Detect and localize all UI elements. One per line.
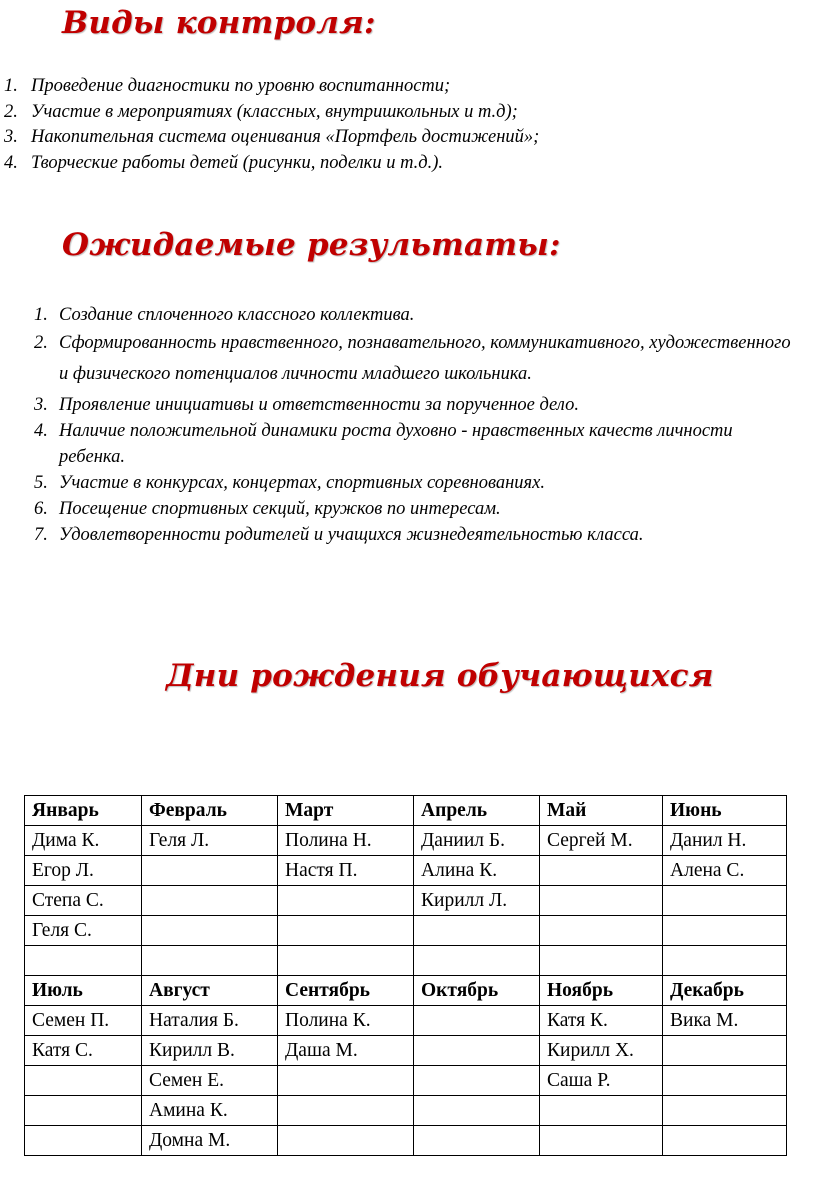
name-cell <box>540 946 663 976</box>
name-cell: Геля С. <box>25 916 142 946</box>
list-item <box>4 125 794 151</box>
list-item <box>34 496 794 522</box>
item-text: Творческие работы детей (рисунки, поделки и т.д.). <box>31 152 444 173</box>
list-item <box>4 100 794 126</box>
table-row <box>25 886 787 916</box>
name-cell: Наталия Б. <box>142 1006 278 1036</box>
name-cell <box>414 1036 540 1066</box>
name-cell <box>278 1126 414 1156</box>
birthdays-table <box>24 795 787 1156</box>
name-cell <box>25 946 142 976</box>
name-cell: Егор Л. <box>25 856 142 886</box>
name-cell: Саша Р. <box>540 1066 663 1096</box>
item-text: Участие в мероприятиях (классных, внутришкольных и т.д); <box>31 101 518 122</box>
list-item <box>34 522 794 548</box>
name-cell: Данил Н. <box>663 826 787 856</box>
item-text: Удовлетворенности родителей и учащихся жизнедеятельностью класса. <box>59 525 644 545</box>
list-item <box>34 470 794 496</box>
name-cell <box>540 1126 663 1156</box>
item-number: 7. <box>34 525 48 545</box>
month-header-cell: Март <box>278 796 414 826</box>
name-cell <box>540 856 663 886</box>
name-cell <box>278 946 414 976</box>
item-number: 2. <box>4 101 18 122</box>
name-cell <box>663 1126 787 1156</box>
name-cell <box>414 946 540 976</box>
list-item <box>4 74 794 100</box>
name-cell: Настя П. <box>278 856 414 886</box>
month-header-cell: Июль <box>25 976 142 1006</box>
month-header-cell: Октябрь <box>414 976 540 1006</box>
table-row <box>25 856 787 886</box>
name-cell <box>414 1126 540 1156</box>
name-cell <box>142 856 278 886</box>
month-header-cell: Август <box>142 976 278 1006</box>
name-cell <box>663 1066 787 1096</box>
name-cell <box>663 886 787 916</box>
month-header-cell: Июнь <box>663 796 787 826</box>
item-text: Посещение спортивных секций, кружков по интересам. <box>59 499 501 519</box>
name-cell: Сергей М. <box>540 826 663 856</box>
control-heading: Виды контроля: <box>62 5 376 41</box>
name-cell: Кирилл В. <box>142 1036 278 1066</box>
name-cell <box>414 1096 540 1126</box>
item-number: 5. <box>34 473 48 493</box>
month-header-cell: Сентябрь <box>278 976 414 1006</box>
name-cell <box>414 1066 540 1096</box>
name-cell: Даша М. <box>278 1036 414 1066</box>
list-item <box>34 418 794 470</box>
table-row <box>25 1066 787 1096</box>
name-cell <box>414 916 540 946</box>
month-header-cell: Май <box>540 796 663 826</box>
name-cell: Домна М. <box>142 1126 278 1156</box>
table-row <box>25 1096 787 1126</box>
name-cell: Катя К. <box>540 1006 663 1036</box>
name-cell: Амина К. <box>142 1096 278 1126</box>
list-item <box>34 392 794 418</box>
item-text: Участие в конкурсах, концертах, спортивных соревнованиях. <box>59 473 545 493</box>
name-cell <box>663 1096 787 1126</box>
name-cell: Даниил Б. <box>414 826 540 856</box>
item-number: 3. <box>4 127 18 147</box>
name-cell: Кирилл Л. <box>414 886 540 916</box>
name-cell <box>663 916 787 946</box>
name-cell <box>142 916 278 946</box>
item-number: 1. <box>34 305 48 325</box>
control-list <box>4 74 794 176</box>
name-cell <box>25 1066 142 1096</box>
item-number: 4. <box>4 152 18 173</box>
name-cell: Геля Л. <box>142 826 278 856</box>
table-row <box>25 1126 787 1156</box>
name-cell: Катя С. <box>25 1036 142 1066</box>
month-header-cell: Ноябрь <box>540 976 663 1006</box>
list-item <box>34 328 794 390</box>
month-header-cell: Декабрь <box>663 976 787 1006</box>
item-text: Проявление инициативы и ответственности за порученное дело. <box>59 395 579 415</box>
month-header-cell: Январь <box>25 796 142 826</box>
name-cell: Степа С. <box>25 886 142 916</box>
name-cell <box>25 1126 142 1156</box>
month-header-cell: Февраль <box>142 796 278 826</box>
item-number: 4. <box>34 421 48 441</box>
name-cell: Полина Н. <box>278 826 414 856</box>
list-item <box>34 302 794 328</box>
name-cell <box>278 1066 414 1096</box>
name-cell <box>278 1096 414 1126</box>
name-cell <box>414 1006 540 1036</box>
item-text: Проведение диагностики по уровню воспитанности; <box>31 76 451 96</box>
month-header-cell: Апрель <box>414 796 540 826</box>
table-row <box>25 796 787 826</box>
name-cell <box>540 886 663 916</box>
name-cell <box>142 946 278 976</box>
name-cell: Кирилл Х. <box>540 1036 663 1066</box>
table-row <box>25 976 787 1006</box>
item-text: Создание сплоченного классного коллектива. <box>59 305 415 325</box>
name-cell <box>25 1096 142 1126</box>
name-cell <box>278 916 414 946</box>
table-row <box>25 1036 787 1066</box>
name-cell: Алина К. <box>414 856 540 886</box>
name-cell <box>663 1036 787 1066</box>
table-row <box>25 1006 787 1036</box>
item-text: Наличие положительной динамики роста духовно - нравственных качеств личности ребенка. <box>59 421 752 467</box>
item-number: 1. <box>4 76 18 96</box>
name-cell <box>540 916 663 946</box>
item-text: Сформированность нравственного, познавательного, коммуникативного, художественного и физического потенциалов личности младшего школьника. <box>59 333 791 384</box>
birthdays-heading: Дни рождения обучающихся <box>166 658 714 694</box>
name-cell <box>663 946 787 976</box>
list-item <box>4 151 794 177</box>
table-row <box>25 946 787 976</box>
name-cell: Семен Е. <box>142 1066 278 1096</box>
name-cell: Вика М. <box>663 1006 787 1036</box>
item-number: 3. <box>34 395 48 415</box>
results-list <box>34 302 794 548</box>
table-row <box>25 916 787 946</box>
name-cell: Алена С. <box>663 856 787 886</box>
item-text: Накопительная система оценивания «Портфель достижений»; <box>31 127 540 147</box>
name-cell: Семен П. <box>25 1006 142 1036</box>
name-cell <box>142 886 278 916</box>
item-number: 2. <box>34 333 48 353</box>
name-cell: Полина К. <box>278 1006 414 1036</box>
name-cell <box>278 886 414 916</box>
item-number: 6. <box>34 499 48 519</box>
name-cell: Дима К. <box>25 826 142 856</box>
results-heading: Ожидаемые результаты: <box>62 227 561 263</box>
table-row <box>25 826 787 856</box>
name-cell <box>540 1096 663 1126</box>
